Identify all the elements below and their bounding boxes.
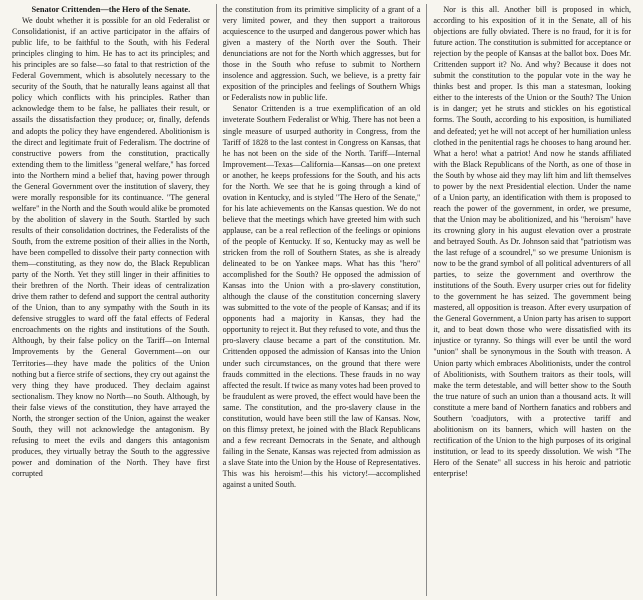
column-2-paragraph-2: Senator Crittenden is a true exemplification of an old inveterate Southern Federalist or Whig. There has not been a single measure of usurped authority in Congress, from the Tariff of 1828 to the last contest in Congress on Kansas, that he has not been on the side of the North. Tariff—Internal Improvement—Texas—California—Kansas—on one pretext or another, he keeps professions for the South, and his acts for the North. We see that he is going through a kind of ovation in Kentucky, and is styled "The Hero of the Senate," for his late achievements on the Kansas question. We do not believe that the meetings which have greeted him with such applause, can be a real reflection of the feelings or opinions of the people of Kentucky. If so, Kentucky may as well be stricken from the roll of Southern States, as she is already delineated to be on Yankee maps. What has this "hero" accomplished for the South? He opposed the admission of Kansas into the Union with a pro-slavery constitution, although the clause of the constitution concerning slavery was submitted to the vote of the people of Kansas; and if its opponents had a majority in Kansas, they had the opportunity to reject it. But they refused to vote, and thus the pro-slavery clause became a part of the constitution. Mr. Crittenden opposed the admission of Kansas into the Union under such circumstances, on the ground that there were frauds committed in the elections. These frauds in no way affected the result. If twice as many votes had been proved to be fraudulent as were proved, the effect would have been the same. The constitution, and the pro-slavery clause in the constitution, would have been still the law of Kansas. Now, on this flimsy pretext, he joined with the Black Republicans and a few recreant Democrats in the Senate, and although failing in the Senate, Kansas was rejected from admission as a slave State into the Union by the House of Representatives. This was his heroism!—this his victory!—accomplished against a united South.	[222, 104, 421, 490]
column-3-paragraph: Nor is this all. Another bill is proposed in which, according to his exposition of it in the Senate, all of his objections are fully obviated. There is no fraud, for it is for future action. The constitution is submitted for acceptance or rejection by the people of Kansas at the ballot box. Does Mr. Crittenden support it? No. And why? Because it does not submit the constitution to the popular vote in the way he thinks best and proper. Is this man a statesman, looking either to the interests of the Union or the South? The Union is in danger; yet he struts and stickles on his egotistical forms. The South, according to his exposition, is humiliated and defeated; yet he will not accept of her humiliation unless clothed in the penitential rags he chooses to hang around her. What a hero! what a patriot! And now he stands affiliated with the Black Republicans of the North, as one of those in the South by whose aid they may lift him and lift themselves to power by the next Presidential election. Under the name of a Union party, an identification with them is proposed to reach the power of the government, in order, we presume, that the Union may be abolitionized, and his "heroism" have its crowning glory in his august elevation over a prostrate and betrayed South. As Dr. Johnson said that "patriotism was the last refuge of a scoundrel," so we presume Unionism is now to be the grand symbol of all political adventurers of all parties, to seize the government and overthrow the institutions of the South. Every usurper cries out for fidelity to the government he has seized. The government being mastered, all opposition is treason. After every usurpation of the General Government, a Union party has arisen to support it, and to beat down those who were dissatisfied with its injustice or tyranny. So things will ever be until the word "union" shall be synonymous in the South with treason. A Union party which embraces Abolitionists, under the control of Abolitionists, with Southern traitors as their tools, will make the term detestable, and will better show to the South the true nature of such an union than a thousand acts. It will constitute a mere band of Northern fanatics and robbers and Southern 'coadjutors, with a protective tariff and abolitionism on its banners, which will hasten on the rectification of the Union to the high purposes of its original institution, or lead to its speedy dissolution. We wish "The Hero of the Senate" all success in his heroic and patriotic enterprise!	[433, 5, 632, 478]
column-2-paragraph-1: the constitution from its primitive simplicity of a grant of a very limited power, and they then support a traitorous acquiescence to the usurped and dangerous power which has given a mastery of the North over the South. Their denunciations are not for the North which aggresses, but for those in the South who refuse to submit to Northern insolence and aggression. Such, we believe, is a pretty fair exposition of the principles and feelings of Southern Whigs or Federalists now in public life.	[222, 5, 421, 103]
column-3	[426, 4, 637, 596]
column-1-paragraph: We doubt whether it is possible for an old Federalist or Consolidationist, if an active participator in the affairs of public life, to be faithful to the South, with his Federal principles clinging to him. He has to act its principles; and his principles are so false—so fatal to that restriction of the Federal Government, which is absolutely necessary to the security of the South, that he naturally leans against all that policy which conflicts with his principles. Rather than acknowledge them to be false, he palliates their result, or assails the dissatisfaction they produce; or, finally, defends and adopts the policy they have engendered. Abolitionism is the direct and legitimate fruit of Federalism. The doctrine of constructive powers from the constitution, practically extending them to the limitless "general welfare," has forced into the Northern mind a belief that, having power through the General Government over the institution of slavery, they were morally responsible for its continuance. "The general welfare" in the North and the South would alike be promoted by the abolition of slavery in the South. Startled by such results of their consolidation doctrines, the Federalists of the South, from the extreme position of their allies in the North, have been compelled to dissolve their party connection with them—constituting, as they now do, the Black Republican party of the North. Yet they still linger in their affinities to their brethren of the North. Their ideas of centralization drive them rather to defend and support the central authority of the Union, than to any sympathy with the South in its defensive struggles to ward off the fatal effects of Federal encroachments on the rights and institutions of the South. Although, by their false policy on the Tariff—on Internal Improvements by the General Government—on our Territories—they have made the politics of the Union nothing but a fierce strife of sections, they cry out against the very thing they have produced. They declaim against sectionalism. They know no North—no South. Although, by their false views of the constitution, they have arrayed the North, the stronger section of the Union, against the weaker South, they will not acknowledge the antagonism. By refusing to meet the evils and dangers this antagonism produces, they virtually betray the South to the aggressive power and domination of the North. They have first corrupted	[12, 16, 210, 478]
column-2	[216, 4, 427, 596]
article-headline: Senator Crittenden—the Hero of the Senate.	[31, 5, 191, 14]
column-1	[6, 4, 216, 596]
